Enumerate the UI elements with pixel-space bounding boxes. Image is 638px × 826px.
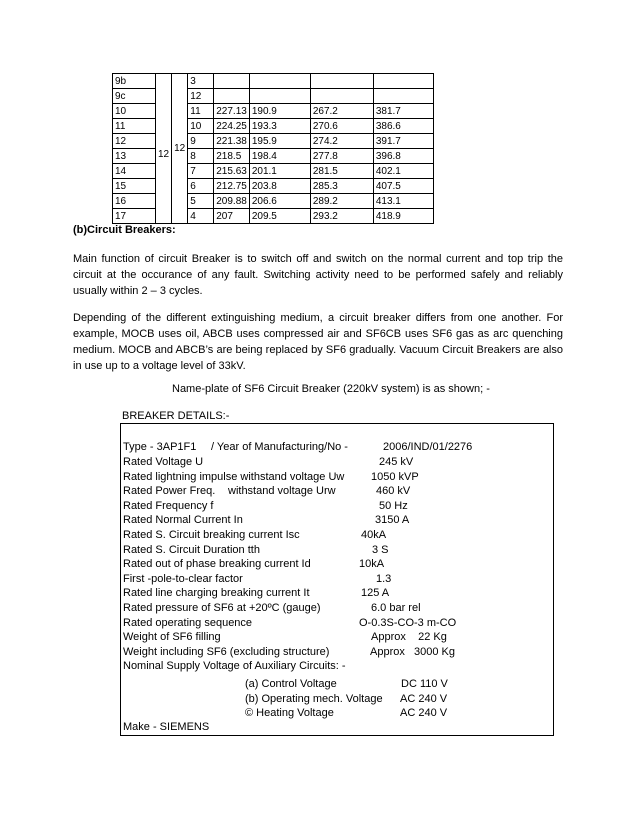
table-cell: 5 (188, 194, 214, 209)
spec-label: Weight including SF6 (excluding structure) (123, 645, 330, 658)
spec-value: O-0.3S-CO-3 m-CO (359, 616, 457, 629)
voltage-table (112, 73, 434, 224)
spec-value: 10kA (359, 558, 385, 571)
spec-label: Rated S. Circuit Duration tth (123, 543, 260, 556)
table-cell: 10 (113, 104, 156, 119)
spec-label: Rated lightning impulse withstand voltage Uw (123, 470, 345, 483)
spec-value: 1050 kVP (371, 470, 419, 483)
type-label: Type - 3AP1F1 (123, 441, 197, 453)
table-cell: 212.75 (214, 179, 250, 194)
table-cell: 12 (113, 134, 156, 149)
table-cell: 206.6 (249, 194, 310, 209)
aux-label: © Heating Voltage (245, 707, 334, 720)
table-cell (214, 89, 250, 104)
spec-label: Rated Frequency f (123, 499, 214, 512)
table-cell: 227.13 (214, 104, 250, 119)
table-cell: 8 (188, 149, 214, 164)
table-cell (373, 89, 433, 104)
table-cell: 209.5 (249, 209, 310, 224)
make-label: Make - SIEMENS (123, 721, 210, 733)
table-cell: 11 (188, 104, 214, 119)
aux-value: DC 110 V (401, 678, 448, 690)
spec-value: 245 kV (379, 456, 414, 468)
year-value: 2006/IND/01/2276 (383, 441, 473, 453)
table-cell: 281.5 (310, 164, 373, 179)
table-cell: 12 (156, 74, 172, 224)
table-cell: 407.5 (373, 179, 433, 194)
table-cell (310, 89, 373, 104)
spec-value: 125 A (361, 587, 390, 600)
spec-label: Rated operating sequence (123, 616, 253, 629)
table-cell: 267.2 (310, 104, 373, 119)
table-cell: 224.25 (214, 119, 250, 134)
table-cell: 7 (188, 164, 214, 179)
table-cell: 402.1 (373, 164, 433, 179)
table-cell: 10 (188, 119, 214, 134)
spec-value: Approx 3000 Kg (370, 645, 456, 658)
spec-label: Rated Voltage U (123, 456, 204, 468)
table-cell: 193.3 (249, 119, 310, 134)
table-cell: 198.4 (249, 149, 310, 164)
spec-label: Rated Power Freq. (123, 485, 216, 498)
aux-value: AC 240 V (400, 707, 448, 720)
table-cell (373, 74, 433, 89)
table-cell: 215.63 (214, 164, 250, 179)
table-cell: 293.2 (310, 209, 373, 224)
spec-label: Rated pressure of SF6 at +20ºC (gauge) (123, 602, 321, 614)
spec-value: 6.0 bar rel (371, 602, 421, 614)
nameplate-box (120, 423, 554, 736)
table-cell: 9b (113, 74, 156, 89)
table-cell: 190.9 (249, 104, 310, 119)
year-label: / Year of Manufacturing/No - (211, 441, 348, 453)
spec-label-cont: withstand voltage Urw (228, 485, 336, 498)
table-cell: 289.2 (310, 194, 373, 209)
spec-label: Nominal Supply Voltage of Auxiliary Circuits: - (123, 660, 346, 673)
spec-label: Rated line charging breaking current It (123, 587, 310, 600)
table-cell: 6 (188, 179, 214, 194)
table-cell (214, 74, 250, 89)
table-cell: 201.1 (249, 164, 310, 179)
table-cell: 4 (188, 209, 214, 224)
aux-label: (b) Operating mech. Voltage (245, 692, 383, 705)
spec-label: Rated S. Circuit breaking current Isc (123, 529, 300, 541)
spec-value: 3150 A (375, 514, 410, 527)
paragraph-medium: Depending of the different extinguishing medium, a circuit breaker differs from one another. For example, MOCB uses oil, ABCB uses compressed air and SF6CB uses SF6 gas as arc quenching medium. MOCB and ABCB’s are being replaced by SF6 gradually. Vacuum Circuit Breakers are also in use up to a voltage level of 33kV. (73, 312, 563, 372)
table-cell: 203.8 (249, 179, 310, 194)
table-cell: 16 (113, 194, 156, 209)
table-cell: 270.6 (310, 119, 373, 134)
paragraph-function: Main function of circuit Breaker is to switch off and switch on the normal current and top trip the circuit at the occurance of any fault. Switching activity need to be performed safely and reliably usually within 2 – 3 cycles. (73, 253, 563, 297)
table-cell (249, 74, 310, 89)
table-cell: 9c (113, 89, 156, 104)
spec-label: Rated Normal Current In (123, 514, 243, 527)
table-cell: 195.9 (249, 134, 310, 149)
table-cell: 221.38 (214, 134, 250, 149)
table-cell (310, 74, 373, 89)
table-cell: 274.2 (310, 134, 373, 149)
spec-value: 1.3 (376, 572, 392, 585)
spec-value: 50 Hz (379, 499, 408, 512)
table-row (113, 74, 434, 89)
aux-label: (a) Control Voltage (245, 678, 337, 690)
table-cell: 207 (214, 209, 250, 224)
table-cell: 9 (188, 134, 214, 149)
table-cell: 285.3 (310, 179, 373, 194)
spec-value: Approx 22 Kg (371, 631, 447, 644)
spec-label: Rated out of phase breaking current Id (123, 558, 311, 571)
table-cell: 3 (188, 74, 214, 89)
aux-value: AC 240 V (400, 692, 448, 705)
table-cell: 418.9 (373, 209, 433, 224)
table-cell: 381.7 (373, 104, 433, 119)
table-cell: 17 (113, 209, 156, 224)
table-cell: 12 (188, 89, 214, 104)
table-cell: 386.6 (373, 119, 433, 134)
table-cell: 277.8 (310, 149, 373, 164)
spec-label: First -pole-to-clear factor (123, 572, 243, 585)
voltage-table-body (113, 74, 434, 224)
nameplate-caption: Name-plate of SF6 Circuit Breaker (220kV system) is as shown; - (172, 383, 490, 395)
table-cell: 209.88 (214, 194, 250, 209)
section-heading: (b)Circuit Breakers: (73, 224, 176, 236)
table-cell (249, 89, 310, 104)
table-cell: 15 (113, 179, 156, 194)
table-cell: 413.1 (373, 194, 433, 209)
spec-value: 40kA (361, 529, 387, 541)
spec-label: Weight of SF6 filling (123, 631, 221, 644)
table-cell: 12 (172, 74, 188, 224)
table-cell: 391.7 (373, 134, 433, 149)
spec-value: 3 S (372, 543, 389, 556)
table-cell: 11 (113, 119, 156, 134)
table-cell: 14 (113, 164, 156, 179)
table-cell: 396.8 (373, 149, 433, 164)
spec-value: 460 kV (376, 485, 411, 498)
breaker-details-title: BREAKER DETAILS:- (122, 410, 230, 422)
table-cell: 218.5 (214, 149, 250, 164)
table-cell: 13 (113, 149, 156, 164)
